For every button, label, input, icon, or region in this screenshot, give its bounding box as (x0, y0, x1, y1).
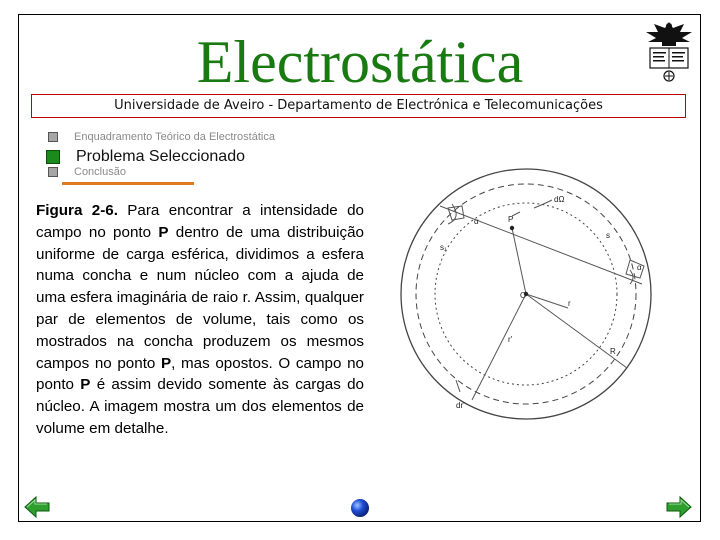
alpha-arc-2 (630, 270, 633, 284)
domega-arc (534, 200, 552, 208)
label-r: r (568, 299, 571, 308)
university-crest-icon (640, 18, 698, 84)
sphere-diagram (392, 160, 698, 460)
label-drprime: dr' (456, 401, 465, 410)
label-s1: s₁ (440, 243, 447, 252)
line-rprime (472, 294, 526, 400)
point-p-dot (510, 226, 514, 230)
point-p: P (158, 223, 169, 241)
label-big-r: R (610, 347, 616, 356)
menu-item-problema[interactable] (46, 148, 245, 166)
description-text: é assim devido somente às cargas do núcleo. A imagem mostra um dos elementos de volume em detalhe. (36, 376, 365, 437)
label-alpha-2: α (637, 263, 642, 272)
arrow-right-icon[interactable] (666, 496, 692, 518)
menu-item-label: Problema Seleccionado (76, 148, 245, 165)
active-underline (62, 182, 194, 185)
line-r (526, 294, 627, 368)
description-text: Para encontrar a intensidade do campo no ponto (36, 202, 364, 241)
label-p: P (508, 215, 514, 224)
square-bullet-icon (48, 132, 58, 142)
menu-item-conclusao[interactable] (48, 166, 126, 178)
label-s: s (606, 231, 610, 240)
menu-item-label: Enquadramento Teórico da Electrostática (74, 131, 275, 143)
description-text: , mas opostos. O campo no ponto (36, 354, 364, 394)
point-p: P (161, 354, 172, 372)
line-small-r (526, 294, 568, 308)
label-o: O (520, 291, 527, 300)
description-text: dentro de uma distribuição uniforme de carga esférica, dividimos a esfera numa concha e num núcleo com a ajuda de uma esfera imaginária de raio r. Assim, qualquer par de elementos de volume, tais como os mostrados na concha produzem os mesmos campos no ponto (36, 223, 364, 372)
menu-item-label: Conclusão (74, 166, 126, 178)
page-title: Electrostática (196, 29, 524, 95)
label-domega: dΩ (554, 195, 565, 204)
blue-sphere-icon[interactable] (350, 498, 370, 518)
figure-label: Figura 2-6. (36, 202, 118, 219)
label-alpha: α (474, 217, 479, 226)
line-s (440, 206, 642, 284)
label-rprime: r' (508, 335, 513, 344)
menu-item-enquadramento[interactable] (48, 131, 275, 143)
arrow-left-icon[interactable] (24, 496, 50, 518)
square-bullet-icon (46, 150, 60, 164)
point-p: P (80, 376, 91, 394)
figure-description (36, 200, 364, 440)
subtitle-banner: Universidade de Aveiro - Departamento de Electrónica e Telecomunicações (31, 94, 686, 118)
square-bullet-icon (48, 167, 58, 177)
